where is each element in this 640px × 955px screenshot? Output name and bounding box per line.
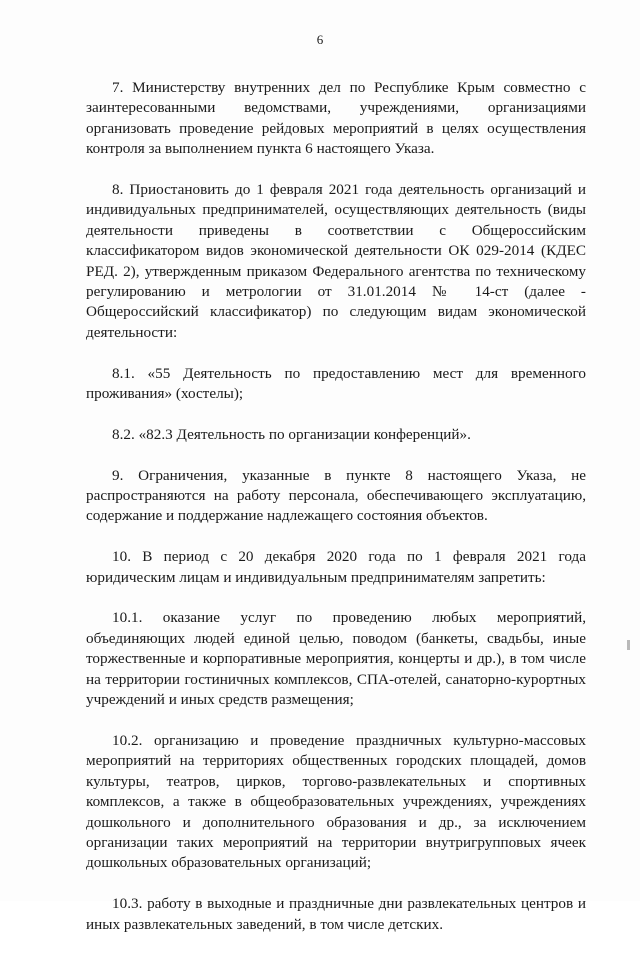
paragraph-10-3: 10.3. работу в выходные и праздничные дни развлекательных центров и иных развлекательных заведений, в том числе детских. bbox=[86, 895, 586, 933]
page-number: 6 bbox=[316, 32, 324, 47]
paragraph-10-2: 10.2. организацию и проведение праздничных культурно-массовых мероприятий на территориях общественных городских площадей, домов культуры, театров, цирков, торгово-развлекательных и спортивных комплексов, а также в общеобразовательных учреждениях, учреждениях дошкольного и дополнительного образования и др., за исключением организации таких мероприятий на территории внутригрупповых ячеек дошкольных образовательных организаций; bbox=[86, 731, 586, 872]
paragraph-7: 7. Министерству внутренних дел по Республике Крым совместно с заинтересованными ведомствами, учреждениями, организациями организовать проведение рейдовых мероприятий в целях осуществления контроля за выполнением пункта 6 настоящего Указа. bbox=[86, 79, 586, 158]
paragraph-8-1: 8.1. «55 Деятельность по предоставлению мест для временного проживания» (хостелы); bbox=[86, 364, 586, 403]
paragraph-10-1: 10.1. оказание услуг по проведению любых мероприятий, объединяющих людей единой целью, поводом (банкеты, свадьбы, иные торжественные и корпоративные мероприятия, концерты и др.), в том числе на территории гостиничных комплексов, СПА-отелей, санаторно-курортных учреждений и иных средств размещения; bbox=[86, 609, 586, 709]
scan-artifact-mark bbox=[627, 640, 630, 650]
document-body bbox=[86, 78, 586, 955]
paragraph-9: 9. Ограничения, указанные в пункте 8 настоящего Указа, не распространяются на работу персонала, обеспечивающего эксплуатацию, содержание и поддержание надлежащего состояния объектов. bbox=[86, 466, 586, 525]
paragraph-8: 8. Приостановить до 1 февраля 2021 года деятельность организаций и индивидуальных предпринимателей, осуществляющих деятельность (виды деятельности приведены в соответствии с Общероссийским классификатором видов экономической деятельности ОК 029-2014 (КДЕС РЕД. 2), утвержденным приказом Федерального агентства по техническому регулированию и метрологии от 31.01.2014 № 14-ст (далее - Общероссийский классификатор) по следующим видам экономической деятельности: bbox=[86, 181, 586, 341]
paragraph-10: 10. В период с 20 декабря 2020 года по 1 февраля 2021 года юридическим лицам и индивидуальным предпринимателям запретить: bbox=[86, 548, 586, 586]
paragraph-8-2: 8.2. «82.3 Деятельность по организации конференций». bbox=[112, 425, 471, 443]
